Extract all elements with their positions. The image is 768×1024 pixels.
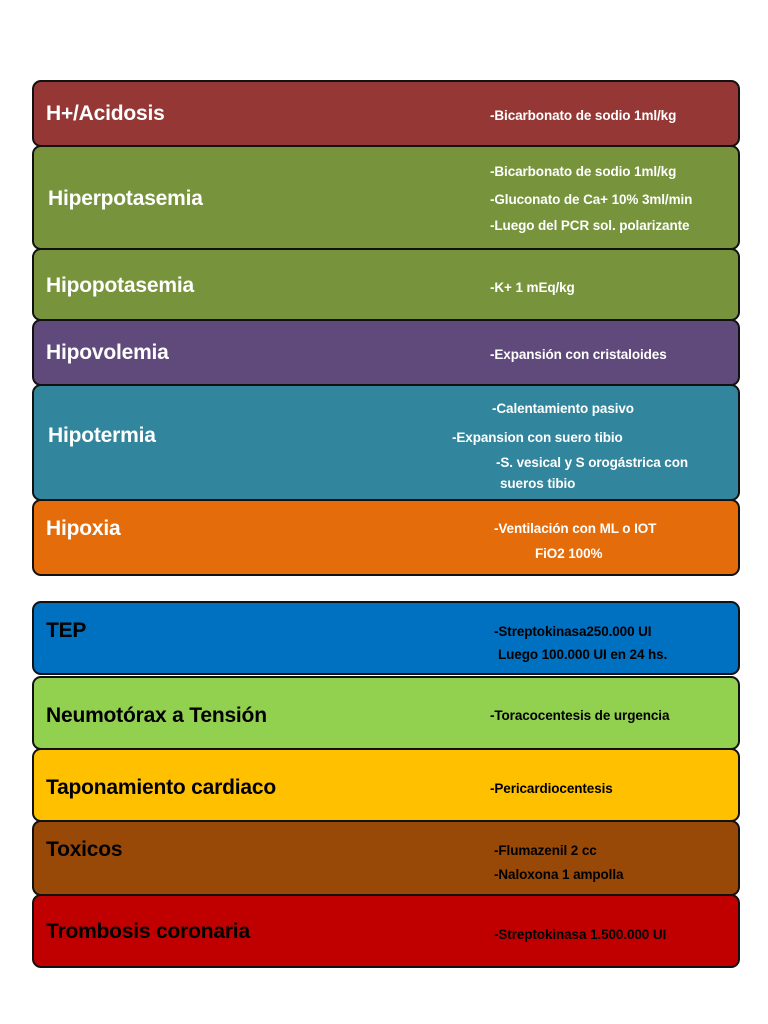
cause-row-hipopotasemia [32,248,740,321]
cause-row-acidosis [32,80,740,147]
cause-title: Hipopotasemia [46,274,194,297]
cause-title: Hipotermia [48,424,156,447]
cause-row-neumotorax [32,676,740,750]
treatment-text: -S. vesical y S orogástrica con [496,455,688,470]
cause-row-hiperpotasemia [32,145,740,250]
cause-row-taponamiento [32,748,740,822]
cause-title: Toxicos [46,838,123,861]
treatment-text: -Bicarbonato de sodio 1ml/kg [490,108,677,123]
treatment-text: -Luego del PCR sol. polarizante [490,218,690,233]
cause-title: H+/Acidosis [46,102,165,125]
treatment-text: -K+ 1 mEq/kg [490,280,575,295]
treatment-text: -Gluconato de Ca+ 10% 3ml/min [490,192,693,207]
treatment-text: -Ventilación con ML o IOT [494,521,657,536]
cause-row-hipoxia [32,499,740,576]
treatment-text: FiO2 100% [535,546,603,561]
treatment-text: -Toracocentesis de urgencia [490,708,670,723]
cause-row-hipovolemia [32,319,740,386]
treatment-text: -Naloxona 1 ampolla [494,867,624,882]
cause-title: Hipovolemia [46,341,169,364]
treatment-text: -Expansion con suero tibio [452,430,623,445]
cause-title: Taponamiento cardiaco [46,776,276,799]
cause-row-toxicos [32,820,740,896]
treatment-text: -Streptokinasa 1.500.000 UI [494,927,667,942]
cause-row-tep [32,601,740,675]
cause-title: Hiperpotasemia [48,187,203,210]
cause-title: Trombosis coronaria [46,920,250,943]
treatment-text: Luego 100.000 UI en 24 hs. [498,647,668,662]
treatment-text: -Flumazenil 2 cc [494,843,597,858]
treatment-text: -Bicarbonato de sodio 1ml/kg [490,164,677,179]
treatment-text: -Calentamiento pasivo [492,401,634,416]
treatment-text: sueros tibio [500,476,576,491]
cause-title: TEP [46,619,87,642]
treatment-text: -Pericardiocentesis [490,781,613,796]
treatment-text: -Streptokinasa250.000 UI [494,624,652,639]
cause-row-hipotermia [32,384,740,501]
cause-row-trombosis [32,894,740,968]
cause-title: Hipoxia [46,517,121,540]
treatment-text: -Expansión con cristaloides [490,347,667,362]
cause-title: Neumotórax a Tensión [46,704,267,727]
